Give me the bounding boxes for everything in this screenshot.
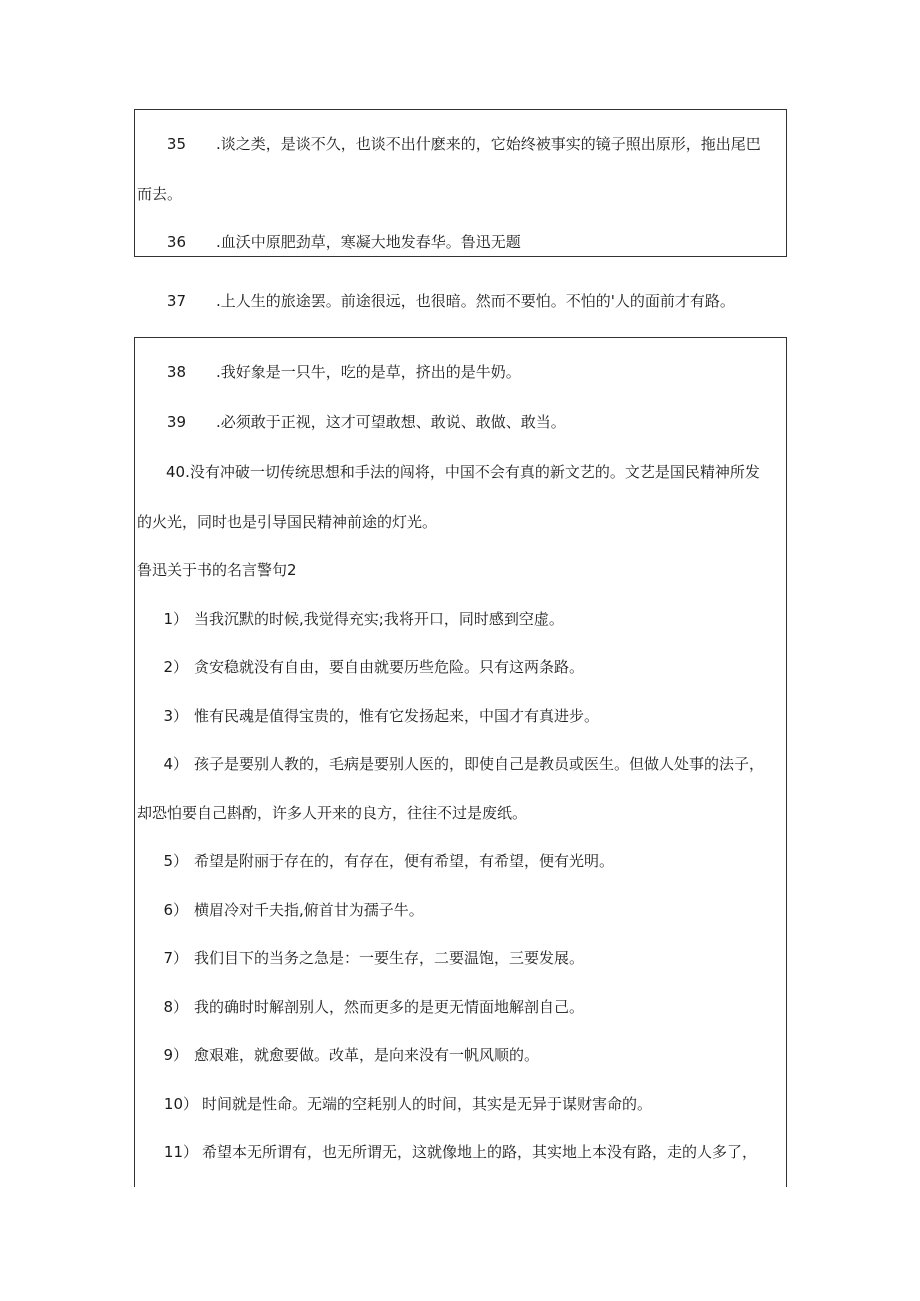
quote-number: 37	[166, 292, 186, 310]
item-number: 6）	[163, 901, 188, 919]
quote-text: .我好象是一只牛，吃的是草，挤出的是牛奶。	[216, 363, 521, 381]
quote-text: .血沃中原肥劲草，寒凝大地发春华。鲁迅无题	[216, 233, 521, 251]
item-number: 2）	[163, 658, 188, 676]
item-text: 我的确时时解剖别人，然而更多的是更无情面地解剖自己。	[194, 998, 585, 1016]
item-text: 当我沉默的时候,我觉得充实;我将开口，同时感到空虚。	[194, 610, 564, 628]
item-text: 横眉冷对千夫指,俯首甘为孺子牛。	[194, 901, 424, 919]
item-text: 希望本无所谓有，也无所谓无，这就像地上的路，其实地上本没有路，走的人多了，	[202, 1143, 758, 1161]
item-text: 贪安稳就没有自由，要自由就要历些危险。只有这两条路。	[194, 658, 585, 676]
quote-40: 40.没有冲破一切传统思想和手法的闯将，中国不会有真的新文艺的。文艺是国民精神所发	[166, 463, 760, 481]
item-text: 惟有民魂是值得宝贵的，惟有它发扬起来，中国才有真进步。	[194, 707, 600, 725]
list-item-continuation: 却恐怕要自己斟酌，许多人开来的良方，往往不过是废纸。	[137, 804, 528, 822]
quote-text: .谈之类，是谈不久，也谈不出什麽来的，它始终被事实的镜子照出原形，拖出尾巴	[216, 135, 761, 153]
quote-number: 36	[166, 233, 186, 251]
item-number: 3）	[163, 707, 188, 725]
quote-number: 35	[166, 135, 186, 153]
item-number: 8）	[163, 998, 188, 1016]
section-heading: 鲁迅关于书的名言警句2	[137, 561, 297, 579]
quote-35-continuation: 而去。	[137, 185, 183, 203]
item-text: 我们目下的当务之急是：一要生存，二要温饱，三要发展。	[194, 949, 585, 967]
item-number: 11）	[163, 1143, 198, 1161]
quote-text: .上人生的旅途罢。前途很远，也很暗。然而不要怕。不怕的'人的面前才有路。	[216, 292, 735, 310]
quote-40-continuation: 的火光，同时也是引导国民精神前途的灯光。	[137, 513, 438, 531]
quote-text: .必须敢于正视，这才可望敢想、敢说、敢做、敢当。	[216, 413, 566, 431]
quote-number: 38	[166, 363, 186, 381]
item-number: 1）	[163, 610, 188, 628]
item-number: 7）	[163, 949, 188, 967]
item-number: 4）	[163, 755, 188, 773]
item-text: 希望是附丽于存在的，有存在，便有希望，有希望，便有光明。	[194, 852, 615, 870]
item-number: 5）	[163, 852, 188, 870]
item-text: 时间就是性命。无端的空耗别人的时间，其实是无异于谋财害命的。	[202, 1095, 653, 1113]
quote-number: 39	[166, 413, 186, 431]
item-number: 9）	[163, 1046, 188, 1064]
item-number: 10）	[163, 1095, 198, 1113]
item-text: 孩子是要别人教的，毛病是要别人医的，即使自己是教员或医生。但做人处事的法子，	[194, 755, 765, 773]
item-text: 愈艰难，就愈要做。改革，是向来没有一帆风顺的。	[194, 1046, 540, 1064]
